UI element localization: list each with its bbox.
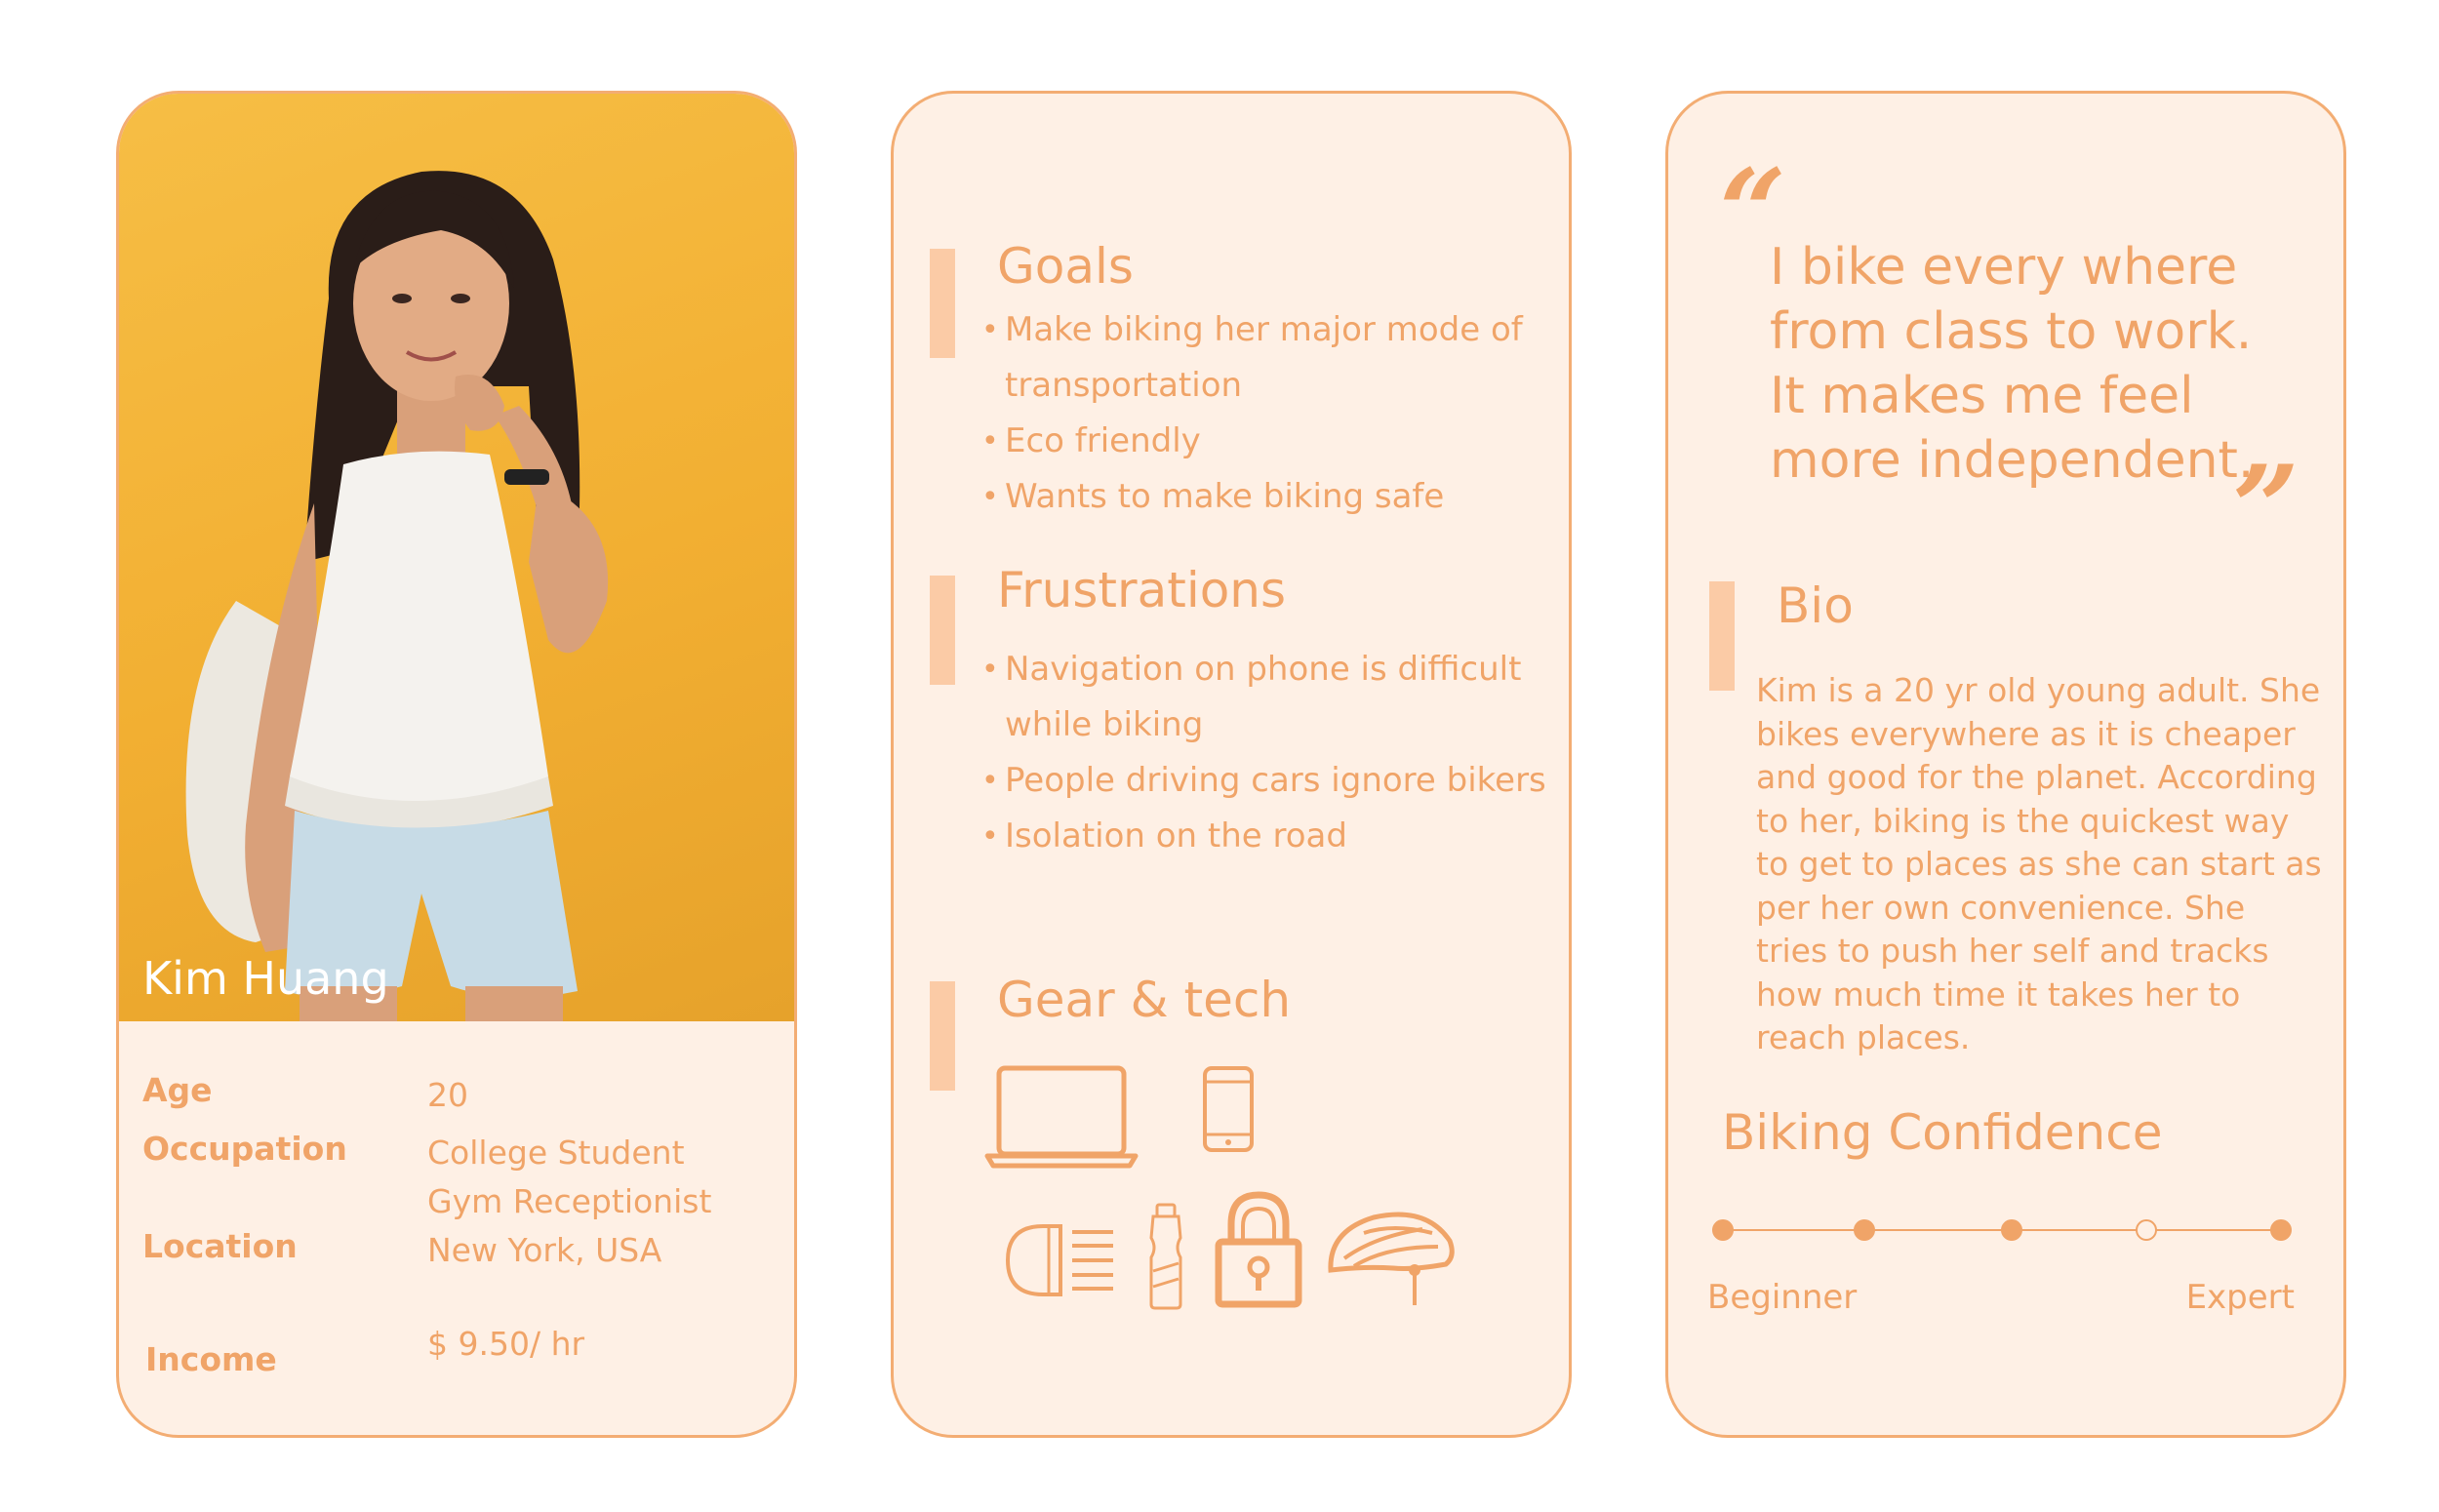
- gear-accent-bar: [930, 981, 955, 1091]
- frustration-item: • Isolation on the road: [981, 809, 1546, 864]
- person-illustration: [119, 94, 794, 1021]
- confidence-level-5[interactable]: [2270, 1219, 2292, 1241]
- location-value: New York, USA: [427, 1231, 662, 1269]
- frustrations-accent-bar: [930, 576, 955, 685]
- bio-text: Kim is a 20 yr old young adult. She bikes everywhere as it is cheaper and good for the planet. According to her, biking is the quickest way to get to places as she can start as per her own convenience. She tries to push her self and tracks how much time it takes her to reach places.: [1756, 671, 2322, 1056]
- bio-accent-bar: [1709, 581, 1735, 691]
- quote-line: from class to work.: [1770, 302, 2253, 361]
- frustration-item-continued: while biking: [1005, 705, 1204, 744]
- phone-icon: [1201, 1064, 1256, 1154]
- goal-item: • Make biking her major mode of: [981, 302, 1523, 358]
- goals-list: [981, 302, 1523, 525]
- goals-title: Goals: [997, 238, 1134, 295]
- story-card: [1665, 91, 2346, 1438]
- confidence-level-2[interactable]: [1854, 1219, 1875, 1241]
- age-value: 20: [427, 1076, 468, 1114]
- confidence-min-label: Beginner: [1707, 1278, 1858, 1317]
- frustration-item: • People driving cars ignore bikers: [981, 753, 1546, 809]
- frustrations-title: Frustrations: [997, 562, 1287, 618]
- income-value: $ 9.50/ hr: [427, 1325, 585, 1363]
- gear-title: Gear & tech: [997, 972, 1292, 1028]
- frustrations-list: [981, 642, 1546, 864]
- frustration-item: • Navigation on phone is difficult: [981, 642, 1546, 697]
- goal-item: • Wants to make biking safe: [981, 469, 1523, 525]
- occupation-label: Occupation: [142, 1130, 347, 1168]
- water-bottle-icon: [1145, 1203, 1186, 1312]
- persona-name: Kim Huang: [142, 952, 389, 1005]
- bio-title: Bio: [1777, 577, 1854, 634]
- occupation-value: College Student: [427, 1134, 685, 1172]
- needs-card: [891, 91, 1572, 1438]
- laptop-icon: [983, 1064, 1140, 1172]
- goals-accent-bar: [930, 249, 955, 358]
- quote-line: more independent.: [1770, 431, 2255, 490]
- age-label: Age: [142, 1071, 213, 1109]
- open-quote-mark: “: [1719, 143, 1787, 281]
- bike-light-icon: [1004, 1222, 1116, 1298]
- goal-item: • Eco friendly: [981, 414, 1523, 469]
- quote-line: It makes me feel: [1770, 367, 2194, 425]
- confidence-level-3[interactable]: [2001, 1219, 2022, 1241]
- profile-card: [116, 91, 797, 1438]
- location-label: Location: [142, 1227, 298, 1265]
- confidence-level-4-selected[interactable]: [2136, 1219, 2157, 1241]
- income-label: Income: [145, 1340, 277, 1378]
- confidence-max-label: Expert: [2185, 1278, 2295, 1317]
- helmet-icon: [1325, 1208, 1458, 1309]
- quote-line: I bike every where: [1770, 238, 2238, 297]
- lock-icon: [1214, 1189, 1303, 1308]
- confidence-level-1[interactable]: [1712, 1219, 1734, 1241]
- confidence-title: Biking Confidence: [1722, 1104, 2163, 1161]
- occupation-value-2: Gym Receptionist: [427, 1182, 712, 1220]
- profile-photo: [119, 94, 794, 1021]
- goal-item-continued: transportation: [1005, 366, 1243, 405]
- close-quote-mark: ”: [2232, 440, 2300, 577]
